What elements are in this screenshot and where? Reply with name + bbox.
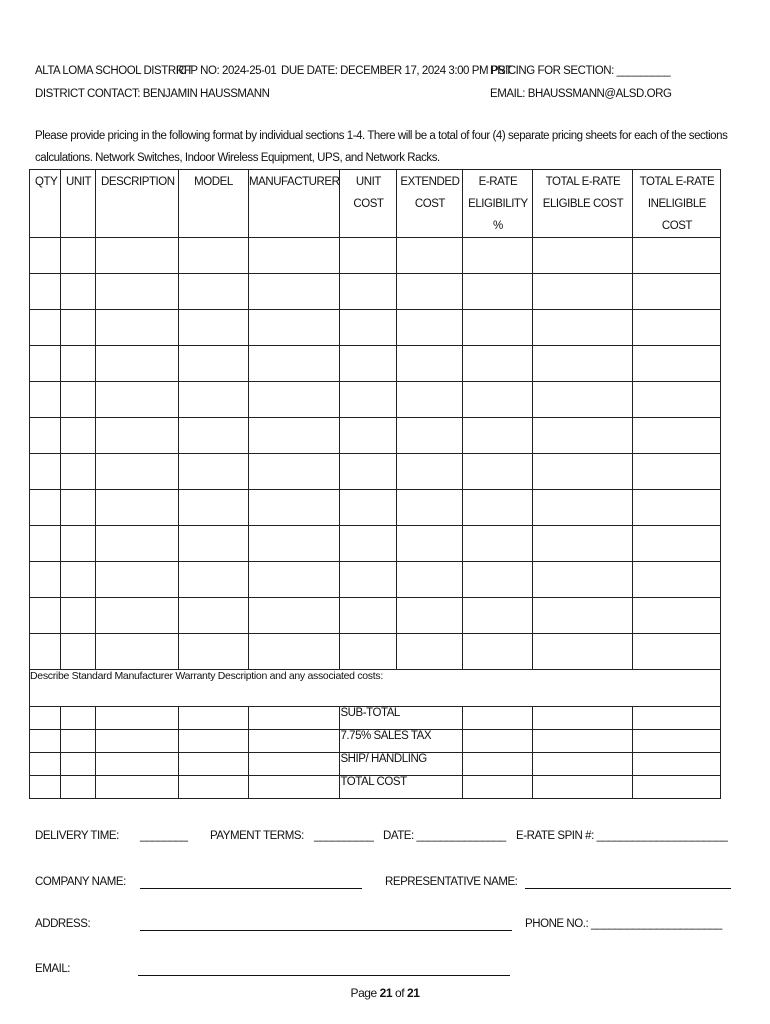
col-extended-cost-line1: EXTENDED xyxy=(400,176,460,188)
table-header-row xyxy=(30,170,721,238)
summary-cell[interactable] xyxy=(61,730,96,753)
table-row xyxy=(30,490,721,526)
table-cell[interactable] xyxy=(633,634,721,670)
table-cell[interactable] xyxy=(463,274,533,310)
col-extended-cost xyxy=(397,170,463,238)
table-cell[interactable] xyxy=(179,418,249,454)
table-cell[interactable] xyxy=(179,562,249,598)
table-cell[interactable] xyxy=(633,454,721,490)
table-cell[interactable] xyxy=(533,454,633,490)
district-contact: DISTRICT CONTACT: BENJAMIN HAUSSMANN xyxy=(35,88,270,100)
table-cell[interactable] xyxy=(179,634,249,670)
col-total-ineligible-line1: TOTAL E-RATE xyxy=(639,176,715,188)
table-cell[interactable] xyxy=(633,598,721,634)
table-cell[interactable] xyxy=(179,598,249,634)
table-cell[interactable] xyxy=(96,382,179,418)
table-cell[interactable] xyxy=(30,310,61,346)
payment-terms-field[interactable]: __________ xyxy=(314,830,374,842)
page-current: 21 xyxy=(379,986,393,1000)
table-cell[interactable] xyxy=(340,562,397,598)
table-cell[interactable] xyxy=(249,418,340,454)
table-cell[interactable] xyxy=(30,418,61,454)
summary-cell[interactable] xyxy=(30,730,61,753)
table-cell[interactable] xyxy=(633,382,721,418)
table-cell[interactable] xyxy=(533,238,633,274)
summary-cell[interactable] xyxy=(179,753,249,776)
summary-cell[interactable] xyxy=(96,776,179,799)
table-cell[interactable] xyxy=(179,310,249,346)
col-unit: UNIT xyxy=(61,170,96,238)
table-cell[interactable] xyxy=(340,310,397,346)
col-total-eligible-line2: ELIGIBLE COST xyxy=(542,198,624,210)
summary-cell[interactable] xyxy=(533,707,633,730)
payment-terms-label: PAYMENT TERMS: xyxy=(210,830,304,842)
company-name-field[interactable] xyxy=(140,876,362,889)
table-cell[interactable] xyxy=(61,418,96,454)
table-cell[interactable] xyxy=(463,598,533,634)
pricing-table xyxy=(29,169,721,799)
table-cell[interactable] xyxy=(96,490,179,526)
table-cell[interactable] xyxy=(633,274,721,310)
summary-row xyxy=(30,753,721,776)
table-cell[interactable] xyxy=(61,634,96,670)
table-cell[interactable] xyxy=(96,598,179,634)
table-cell[interactable] xyxy=(340,418,397,454)
summary-cell[interactable] xyxy=(633,753,721,776)
instructions-line-1: Please provide pricing in the following format by individual sections 1-4. There will be a total of four (4) separate pricing sheets for each of the sections xyxy=(35,130,728,142)
table-cell[interactable] xyxy=(533,490,633,526)
page-prefix: Page xyxy=(350,986,377,1000)
col-manufacturer: MANUFACTURER xyxy=(249,170,340,238)
table-cell[interactable] xyxy=(96,274,179,310)
table-cell[interactable] xyxy=(340,238,397,274)
warranty-row xyxy=(30,670,721,707)
table-cell[interactable] xyxy=(340,598,397,634)
table-cell[interactable] xyxy=(397,562,463,598)
table-cell[interactable] xyxy=(61,490,96,526)
table-cell[interactable] xyxy=(30,490,61,526)
summary-cell[interactable] xyxy=(533,753,633,776)
table-cell[interactable] xyxy=(249,490,340,526)
table-cell[interactable] xyxy=(249,454,340,490)
table-cell[interactable] xyxy=(249,598,340,634)
summary-cell[interactable] xyxy=(463,707,533,730)
summary-cell[interactable] xyxy=(249,753,340,776)
table-cell[interactable] xyxy=(96,562,179,598)
table-cell[interactable] xyxy=(249,274,340,310)
table-cell[interactable] xyxy=(633,526,721,562)
summary-cell[interactable] xyxy=(179,707,249,730)
district-name: ALTA LOMA SCHOOL DISTRICT xyxy=(35,65,193,77)
table-cell[interactable] xyxy=(397,526,463,562)
due-date: DUE DATE: DECEMBER 17, 2024 3:00 PM PST xyxy=(281,65,512,77)
table-cell[interactable] xyxy=(463,454,533,490)
table-row xyxy=(30,526,721,562)
table-cell[interactable] xyxy=(463,418,533,454)
table-cell[interactable] xyxy=(30,454,61,490)
instructions-line-2: calculations. Network Switches, Indoor Wireless Equipment, UPS, and Network Racks. xyxy=(35,152,440,164)
col-description: DESCRIPTION xyxy=(96,170,179,238)
table-cell[interactable] xyxy=(340,634,397,670)
pricing-for-section[interactable]: PRICING FOR SECTION: _________ xyxy=(490,65,671,77)
page-total: 21 xyxy=(407,986,420,1000)
table-cell[interactable] xyxy=(96,310,179,346)
table-cell[interactable] xyxy=(533,346,633,382)
summary-row xyxy=(30,776,721,799)
summary-label: TOTAL COST xyxy=(340,776,463,799)
summary-cell[interactable] xyxy=(61,776,96,799)
table-cell[interactable] xyxy=(61,382,96,418)
summary-cell[interactable] xyxy=(463,730,533,753)
table-cell[interactable] xyxy=(463,382,533,418)
table-cell[interactable] xyxy=(249,310,340,346)
table-cell[interactable] xyxy=(249,382,340,418)
table-row xyxy=(30,382,721,418)
table-cell[interactable] xyxy=(249,526,340,562)
col-model: MODEL xyxy=(179,170,249,238)
email-field[interactable] xyxy=(138,963,510,976)
summary-cell[interactable] xyxy=(533,776,633,799)
table-cell[interactable] xyxy=(96,634,179,670)
table-cell[interactable] xyxy=(249,634,340,670)
table-cell[interactable] xyxy=(397,346,463,382)
summary-cell[interactable] xyxy=(633,776,721,799)
table-cell[interactable] xyxy=(533,598,633,634)
table-cell[interactable] xyxy=(340,382,397,418)
phone-field[interactable]: PHONE NO.: ______________________ xyxy=(525,918,722,930)
summary-row xyxy=(30,730,721,753)
table-cell[interactable] xyxy=(633,418,721,454)
col-extended-cost-line2: COST xyxy=(414,198,446,210)
table-cell[interactable] xyxy=(30,526,61,562)
table-cell[interactable] xyxy=(397,454,463,490)
table-row xyxy=(30,346,721,382)
table-cell[interactable] xyxy=(179,238,249,274)
table-row xyxy=(30,562,721,598)
summary-cell[interactable] xyxy=(30,753,61,776)
summary-cell[interactable] xyxy=(30,707,61,730)
table-cell[interactable] xyxy=(463,238,533,274)
table-cell[interactable] xyxy=(61,238,96,274)
table-row xyxy=(30,274,721,310)
table-cell[interactable] xyxy=(463,346,533,382)
table-cell[interactable] xyxy=(397,382,463,418)
table-cell[interactable] xyxy=(340,274,397,310)
table-cell[interactable] xyxy=(340,526,397,562)
table-cell[interactable] xyxy=(61,310,96,346)
col-total-eligible xyxy=(533,170,633,238)
table-cell[interactable] xyxy=(30,346,61,382)
representative-name-field[interactable] xyxy=(525,876,731,889)
summary-row xyxy=(30,707,721,730)
summary-cell[interactable] xyxy=(633,707,721,730)
table-cell[interactable] xyxy=(61,562,96,598)
table-cell[interactable] xyxy=(397,274,463,310)
summary-cell[interactable] xyxy=(61,707,96,730)
table-cell[interactable] xyxy=(179,454,249,490)
summary-cell[interactable] xyxy=(249,776,340,799)
warranty-description-field[interactable]: Describe Standard Manufacturer Warranty Description and any associated costs: xyxy=(30,670,721,707)
company-name-label: COMPANY NAME: xyxy=(35,876,126,888)
table-cell[interactable] xyxy=(633,490,721,526)
table-cell[interactable] xyxy=(533,382,633,418)
summary-cell[interactable] xyxy=(61,753,96,776)
table-cell[interactable] xyxy=(30,382,61,418)
table-cell[interactable] xyxy=(30,598,61,634)
table-cell[interactable] xyxy=(179,526,249,562)
table-cell[interactable] xyxy=(61,526,96,562)
table-cell[interactable] xyxy=(397,310,463,346)
table-cell[interactable] xyxy=(533,310,633,346)
rfp-number: RFP NO: 2024-25-01 xyxy=(176,65,277,77)
table-cell[interactable] xyxy=(179,382,249,418)
table-cell[interactable] xyxy=(30,274,61,310)
erate-spin-field[interactable]: E-RATE SPIN #: ______________________ xyxy=(516,830,728,842)
table-cell[interactable] xyxy=(533,526,633,562)
table-row xyxy=(30,634,721,670)
table-cell[interactable] xyxy=(30,238,61,274)
col-erate-eligibility-line3: % xyxy=(493,220,503,232)
summary-cell[interactable] xyxy=(633,730,721,753)
table-cell[interactable] xyxy=(533,274,633,310)
delivery-time-label: DELIVERY TIME: xyxy=(35,830,119,842)
table-cell[interactable] xyxy=(61,346,96,382)
table-cell[interactable] xyxy=(179,274,249,310)
table-cell[interactable] xyxy=(249,238,340,274)
page-of: of xyxy=(395,986,405,1000)
summary-cell[interactable] xyxy=(96,730,179,753)
table-cell[interactable] xyxy=(463,562,533,598)
col-erate-eligibility-line1: E-RATE xyxy=(478,176,518,188)
summary-label: SUB-TOTAL xyxy=(340,707,463,730)
table-cell[interactable] xyxy=(61,454,96,490)
table-row xyxy=(30,598,721,634)
table-cell[interactable] xyxy=(96,238,179,274)
table-cell[interactable] xyxy=(463,526,533,562)
table-cell[interactable] xyxy=(96,526,179,562)
summary-cell[interactable] xyxy=(179,776,249,799)
table-cell[interactable] xyxy=(397,490,463,526)
table-cell[interactable] xyxy=(463,634,533,670)
col-erate-eligibility-line2: ELIGIBILITY xyxy=(468,198,528,210)
address-field[interactable] xyxy=(140,918,512,931)
col-unit-cost-line2: COST xyxy=(353,198,384,210)
summary-cell[interactable] xyxy=(249,730,340,753)
table-cell[interactable] xyxy=(340,454,397,490)
email-label: EMAIL: xyxy=(35,963,71,975)
table-row xyxy=(30,454,721,490)
table-cell[interactable] xyxy=(30,634,61,670)
table-cell[interactable] xyxy=(179,490,249,526)
table-cell[interactable] xyxy=(397,238,463,274)
address-label: ADDRESS: xyxy=(35,918,91,930)
contact-email: EMAIL: BHAUSSMANN@ALSD.ORG xyxy=(490,88,672,100)
table-cell[interactable] xyxy=(463,310,533,346)
table-cell[interactable] xyxy=(397,418,463,454)
col-total-ineligible xyxy=(633,170,721,238)
summary-rows xyxy=(30,707,721,799)
col-qty: QTY xyxy=(30,170,61,238)
summary-label: 7.75% SALES TAX xyxy=(340,730,463,753)
representative-name-label: REPRESENTATIVE NAME: xyxy=(385,876,518,888)
summary-cell[interactable] xyxy=(249,707,340,730)
summary-cell[interactable] xyxy=(179,730,249,753)
table-cell[interactable] xyxy=(397,634,463,670)
col-total-ineligible-line2: INELIGIBLE COST xyxy=(647,198,706,232)
summary-cell[interactable] xyxy=(96,707,179,730)
table-cell[interactable] xyxy=(633,562,721,598)
summary-cell[interactable] xyxy=(96,753,179,776)
instructions xyxy=(35,125,735,169)
delivery-time-field[interactable]: ________ xyxy=(140,830,188,842)
table-cell[interactable] xyxy=(397,598,463,634)
summary-cell[interactable] xyxy=(533,730,633,753)
summary-cell[interactable] xyxy=(463,753,533,776)
table-cell[interactable] xyxy=(96,346,179,382)
entry-rows xyxy=(30,238,721,670)
table-row xyxy=(30,238,721,274)
table-cell[interactable] xyxy=(340,490,397,526)
table-cell[interactable] xyxy=(533,418,633,454)
table-cell[interactable] xyxy=(61,274,96,310)
table-cell[interactable] xyxy=(633,310,721,346)
summary-cell[interactable] xyxy=(30,776,61,799)
table-cell[interactable] xyxy=(340,346,397,382)
table-row xyxy=(30,310,721,346)
col-unit-cost xyxy=(340,170,397,238)
summary-label: SHIP/ HANDLING xyxy=(340,753,463,776)
table-cell[interactable] xyxy=(61,598,96,634)
summary-cell[interactable] xyxy=(463,776,533,799)
table-cell[interactable] xyxy=(633,346,721,382)
table-cell[interactable] xyxy=(249,562,340,598)
table-cell[interactable] xyxy=(179,346,249,382)
table-cell[interactable] xyxy=(533,634,633,670)
table-cell[interactable] xyxy=(30,562,61,598)
table-cell[interactable] xyxy=(533,562,633,598)
table-cell[interactable] xyxy=(249,346,340,382)
table-cell[interactable] xyxy=(633,238,721,274)
col-total-eligible-line1: TOTAL E-RATE xyxy=(545,176,621,188)
date-field[interactable]: DATE: _______________ xyxy=(383,830,506,842)
table-row xyxy=(30,418,721,454)
table-cell[interactable] xyxy=(96,454,179,490)
col-unit-cost-line1: UNIT xyxy=(355,176,381,188)
table-cell[interactable] xyxy=(463,490,533,526)
col-erate-eligibility xyxy=(463,170,533,238)
table-cell[interactable] xyxy=(96,418,179,454)
page-number xyxy=(0,986,770,1000)
